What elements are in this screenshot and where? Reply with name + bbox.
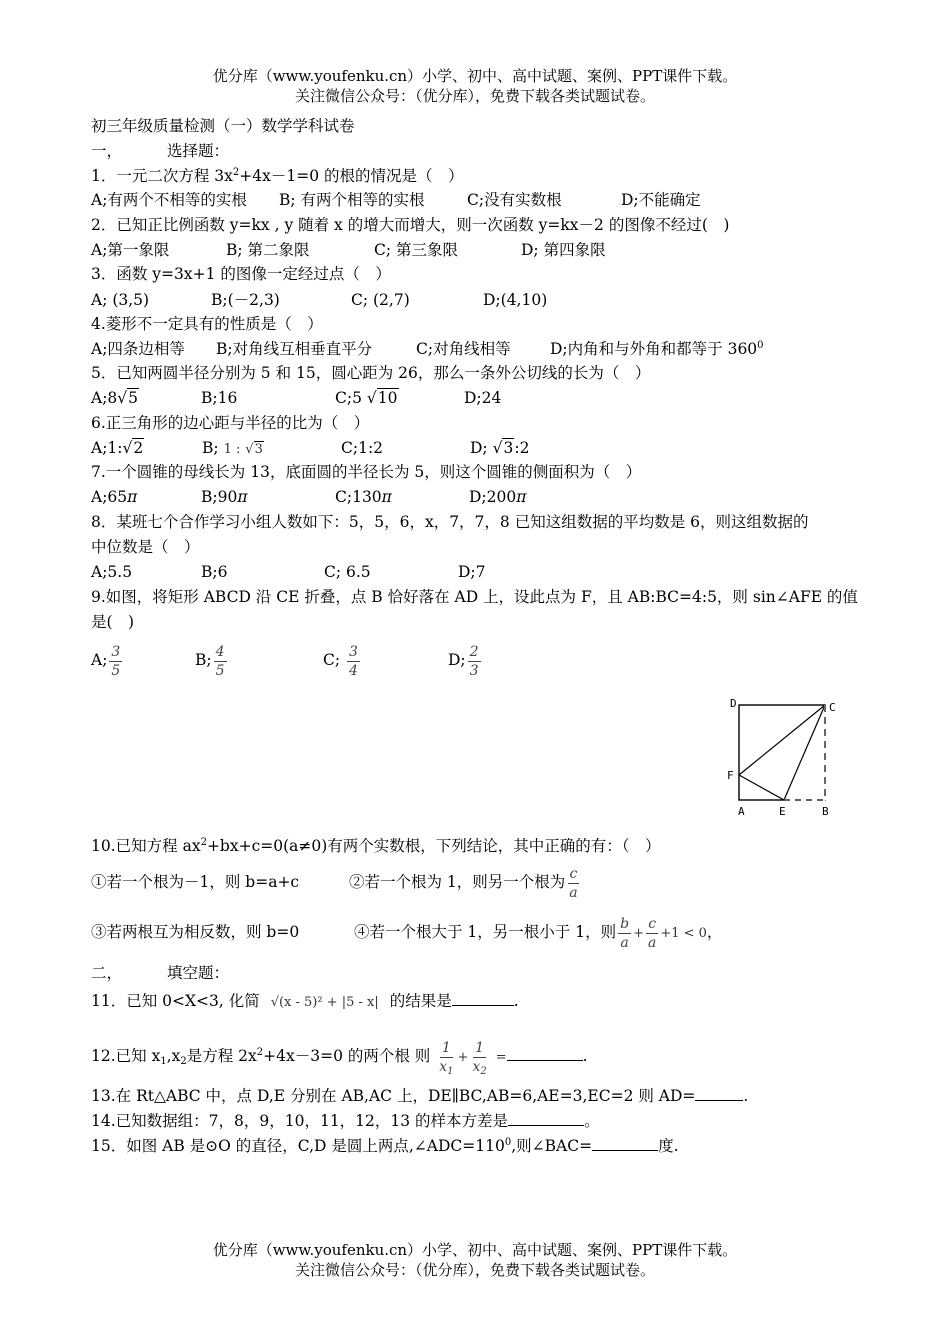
q12-f1-den-sub: 1	[447, 1065, 454, 1077]
q8-option-a[interactable]: A;5.5	[91, 563, 133, 581]
q9-a-num: 3	[111, 643, 121, 660]
sqrt-icon: √10	[366, 389, 398, 407]
q6-b-expr: 1 :	[223, 442, 241, 457]
q7-option-d[interactable]	[469, 485, 526, 509]
q12-plus: +	[457, 1050, 469, 1065]
q12-f1-den-var: x	[439, 1058, 448, 1075]
q15-sup: 0	[504, 1137, 512, 1148]
q6-option-c[interactable]: C;1:2	[341, 439, 384, 457]
q10-statement-3: ③若两根互为相反数，则 b=0	[91, 923, 300, 941]
q10-s2-text: ②若一个根为 1，则另一个根为	[349, 873, 566, 891]
pi-symbol: π	[127, 488, 138, 506]
sqrt-icon: √3	[492, 439, 514, 457]
q6-option-a[interactable]	[91, 436, 144, 460]
q9-d-fraction	[468, 643, 481, 680]
sqrt-icon: √3	[245, 442, 263, 457]
label-a: A	[738, 805, 745, 818]
q5-option-b[interactable]: B;16	[201, 389, 238, 407]
section-2-label: 填空题：	[166, 964, 229, 982]
section-2-heading	[91, 961, 229, 985]
q13-answer-blank[interactable]	[695, 1086, 743, 1101]
pi-symbol: π	[516, 488, 527, 506]
q5-a-text: A;8	[91, 389, 118, 407]
q12-text-post: 是方程 2x	[186, 1047, 257, 1065]
sqrt-icon: √5	[117, 389, 139, 407]
q12-fraction-1	[437, 1039, 455, 1076]
q10-statement-4	[354, 912, 722, 954]
question-13	[91, 1084, 748, 1108]
q12-text-pre: 12.已知 x	[91, 1047, 161, 1065]
question-9-line-1: 9.如图，将矩形 ABCD 沿 CE 折叠，点 B 恰好落在 AD 上，设此点为 F，且 AB:BC=4:5，则 sin∠AFE 的值	[91, 588, 858, 606]
q9-b-num: 4	[215, 643, 225, 660]
question-1	[91, 164, 464, 188]
q10-s4-fraction-1	[618, 915, 631, 952]
q10-s4-plus: +	[633, 926, 644, 941]
section-2-number: 二，	[91, 964, 123, 982]
question-14	[91, 1109, 600, 1133]
q3-option-b[interactable]: B;(－2,3)	[211, 291, 280, 309]
q11-answer-blank[interactable]	[452, 991, 514, 1006]
q9-b-fraction	[214, 643, 227, 680]
q9-c-fraction	[347, 643, 360, 680]
q10-s2-fraction	[567, 865, 579, 902]
q9-option-d[interactable]	[448, 640, 483, 680]
q10-s4-f1-num: b	[620, 915, 630, 932]
label-f: F	[727, 769, 734, 782]
question-2: 2．已知正比例函数 y=kx , y 随着 x 的增大而增大，则一次函数 y=kx－2 的图像不经过( )	[91, 216, 730, 234]
q10-s4-text: ④若一个根大于 1，另一根小于 1，则	[354, 923, 617, 941]
footer-line-2: 关注微信公众号：（优分库），免费下载各类试题试卷。	[294, 1261, 655, 1279]
q4-degree-sup: 0	[757, 340, 764, 351]
q9-b-label: B;	[195, 651, 212, 669]
q5-c-radicand: 10	[377, 389, 398, 407]
q6-a-radicand: 2	[133, 439, 144, 457]
q12-f1-num: 1	[441, 1039, 451, 1056]
q6-d-text: D;	[470, 439, 488, 457]
q12-text-mid: ,x	[166, 1047, 181, 1065]
question-15	[91, 1134, 679, 1158]
q4-option-c[interactable]: C;对角线相等	[416, 340, 511, 358]
question-5: 5．已知两圆半径分别为 5 和 15，圆心距为 26，那么一条外公切线的长为（ ）	[91, 364, 651, 382]
q1-option-c[interactable]: C;没有实数根	[467, 191, 562, 209]
q6-d-radicand: 3	[503, 439, 514, 457]
q12-f1-den	[437, 1058, 455, 1076]
q4-option-b[interactable]: B;对角线互相垂直平分	[216, 340, 373, 358]
rectangle-abcd	[739, 705, 825, 800]
q4-option-a[interactable]: A;四条边相等	[91, 340, 185, 358]
q1-option-a[interactable]: A;有两个不相等的实根	[91, 191, 247, 209]
q14-answer-blank[interactable]	[508, 1111, 584, 1126]
q9-option-a[interactable]	[91, 640, 124, 680]
q11-expression: √(x - 5)² + |5 - x|	[270, 995, 379, 1010]
q2-option-d[interactable]: D; 第四象限	[521, 241, 606, 259]
section-1-label: 选择题：	[166, 142, 229, 160]
q9-a-den: 5	[111, 662, 121, 679]
q8-option-c[interactable]: C; 6.5	[324, 563, 371, 581]
q6-b-text: B;	[202, 439, 219, 457]
q1-option-d[interactable]: D;不能确定	[621, 191, 701, 209]
q6-b-radicand: 3	[254, 442, 263, 457]
q10-s4-f1-den: a	[620, 934, 629, 951]
q10-s4-f2-den: a	[647, 934, 657, 951]
q12-text-post-2: +4x－3=0 的两个根 则	[263, 1047, 431, 1065]
q15-answer-blank[interactable]	[592, 1136, 658, 1151]
question-9-line-2: 是( )	[91, 613, 135, 631]
question-8-line-2: 中位数是（ ）	[91, 538, 200, 556]
q12-fraction-2	[470, 1039, 488, 1076]
q1-text-pre: 1．一元二次方程 3x	[91, 167, 233, 185]
exam-title: 初三年级质量检测（一）数学学科试卷	[91, 117, 355, 135]
q15-text-pre: 15．如图 AB 是⊙O 的直径，C,D 是圆上两点,∠ADC=110	[91, 1137, 505, 1155]
q7-option-c[interactable]	[335, 485, 392, 509]
q9-b-den: 5	[215, 662, 225, 679]
header-line-2: 关注微信公众号：（优分库），免费下载各类试题试卷。	[294, 87, 655, 105]
q12-answer-blank[interactable]	[507, 1046, 583, 1061]
q12-sub-1: 1	[160, 1056, 167, 1067]
q7-c-text: C;130	[335, 488, 382, 506]
pi-symbol: π	[237, 488, 248, 506]
q10-s2-num: c	[569, 865, 578, 882]
q8-option-b[interactable]: B;6	[201, 563, 228, 581]
label-e: E	[779, 805, 786, 818]
q1-sup: 2	[232, 167, 240, 178]
question-12	[91, 1036, 588, 1078]
q5-c-text: C;5	[335, 389, 362, 407]
q9-c-label: C;	[323, 651, 341, 669]
q5-option-a[interactable]	[91, 386, 139, 410]
sqrt-icon: √2	[122, 439, 144, 457]
q7-b-text: B;90	[201, 488, 238, 506]
q11-text-post: 的结果是	[389, 992, 452, 1010]
q12-sub-2: 2	[180, 1056, 187, 1067]
section-1-number: 一，	[91, 142, 123, 160]
q5-option-d[interactable]: D;24	[464, 389, 502, 407]
q12-f2-den	[470, 1058, 488, 1076]
q12-f2-num: 1	[475, 1039, 485, 1056]
segment-fe	[739, 775, 784, 800]
q9-d-den: 3	[469, 662, 479, 679]
q5-option-c[interactable]	[335, 386, 399, 410]
q2-option-c[interactable]: C; 第三象限	[374, 241, 459, 259]
q15-end: 度.	[658, 1137, 679, 1155]
q10-text-post: +bx+c=0(a≠0)有两个实数根，下列结论，其中正确的有：（ ）	[206, 837, 661, 855]
section-1-heading	[91, 139, 229, 163]
q6-d-post: :2	[514, 439, 530, 457]
q6-a-text: A;1:	[91, 439, 123, 457]
segment-fc	[739, 705, 825, 775]
q7-a-text: A;65	[91, 488, 128, 506]
pi-symbol: π	[381, 488, 392, 506]
q9-a-fraction	[109, 643, 122, 680]
q7-d-text: D;200	[469, 488, 517, 506]
q15-text-post: ,则∠BAC=	[511, 1137, 593, 1155]
q7-option-a[interactable]	[91, 485, 137, 509]
q3-option-a[interactable]: A; (3,5)	[91, 291, 150, 309]
q12-sup: 2	[256, 1047, 264, 1058]
q7-option-b[interactable]	[201, 485, 248, 509]
q9-option-c[interactable]	[323, 640, 362, 680]
q10-s2-den: a	[569, 884, 578, 901]
label-b: B	[822, 805, 829, 818]
q12-f2-den-sub: 2	[480, 1065, 487, 1077]
q10-s4-f2-num: c	[648, 915, 657, 932]
q10-s4-fraction-2	[646, 915, 658, 952]
q13-text: 13.在 Rt△ABC 中，点 D,E 分别在 AB,AC 上，DE∥BC,AB=6,AE=3,EC=2 则 AD=	[91, 1087, 696, 1105]
footer-line-1: 优分库（www.youfenku.cn）小学、初中、高中试题、案例、PPT课件下载。	[212, 1241, 738, 1259]
q9-option-b[interactable]	[195, 640, 229, 680]
q9-d-label: D;	[448, 651, 466, 669]
header-line-1: 优分库（www.youfenku.cn）小学、初中、高中试题、案例、PPT课件下载。	[212, 67, 738, 85]
q10-statement-2	[349, 862, 582, 902]
q4-option-d-text: D;内角和与外角和都等于 360	[550, 340, 758, 358]
q9-d-num: 2	[469, 643, 479, 660]
q10-s4-tail: +1 < 0	[660, 926, 707, 941]
q4-option-d[interactable]	[550, 337, 764, 361]
q10-text-pre: 10.已知方程 ax	[91, 837, 201, 855]
question-3: 3．函数 y=3x+1 的图像一定经过点（ ）	[91, 265, 391, 283]
segment-ec	[784, 705, 825, 800]
question-8-line-1: 8．某班七个合作学习小组人数如下：5，5，6，x，7，7，8 已知这组数据的平均数是 6，则这组数据的	[91, 513, 809, 531]
q3-option-d[interactable]: D;(4,10)	[483, 291, 548, 309]
question-11	[91, 986, 519, 1018]
q10-sup: 2	[200, 837, 207, 848]
q12-f2-den-var: x	[472, 1058, 481, 1075]
q2-option-a[interactable]: A;第一象限	[91, 241, 170, 259]
q8-option-d[interactable]: D;7	[458, 563, 486, 581]
q1-text-post: +4x－1=0 的根的情况是（ ）	[239, 167, 464, 185]
q1-option-b[interactable]: B; 有两个相等的实根	[279, 191, 425, 209]
q9-a-label: A;	[91, 651, 108, 669]
q11-text-pre: 11．已知 0<X<3, 化简	[91, 992, 260, 1010]
q3-option-c[interactable]: C; (2,7)	[351, 291, 410, 309]
label-c: C	[829, 701, 836, 714]
q10-s4-end: ，	[706, 923, 723, 941]
q14-text: 14.已知数据组：7，8，9，10，11，12，13 的样本方差是	[91, 1112, 509, 1130]
rectangle-fold-figure	[725, 695, 855, 820]
q12-equals: =	[495, 1050, 507, 1065]
question-6: 6.正三角形的边心距与半径的比为（ ）	[91, 414, 370, 432]
q6-option-d[interactable]	[470, 436, 529, 460]
q5-a-radicand: 5	[128, 389, 139, 407]
q14-end: 。	[584, 1112, 600, 1130]
q2-option-b[interactable]: B; 第二象限	[226, 241, 310, 259]
label-d: D	[730, 697, 737, 710]
q6-option-b[interactable]	[202, 436, 264, 462]
question-7: 7.一个圆锥的母线长为 13，底面圆的半径长为 5，则这个圆锥的侧面积为（ ）	[91, 463, 642, 481]
q10-statement-1: ①若一个根为－1，则 b=a+c	[91, 873, 300, 891]
q13-end: .	[743, 1087, 749, 1105]
question-10	[91, 834, 661, 858]
q9-c-den: 4	[349, 662, 358, 679]
question-4: 4.菱形不一定具有的性质是（ ）	[91, 315, 323, 333]
q9-c-num: 3	[349, 643, 358, 660]
q11-end: .	[513, 992, 519, 1010]
q12-end: .	[582, 1047, 588, 1065]
